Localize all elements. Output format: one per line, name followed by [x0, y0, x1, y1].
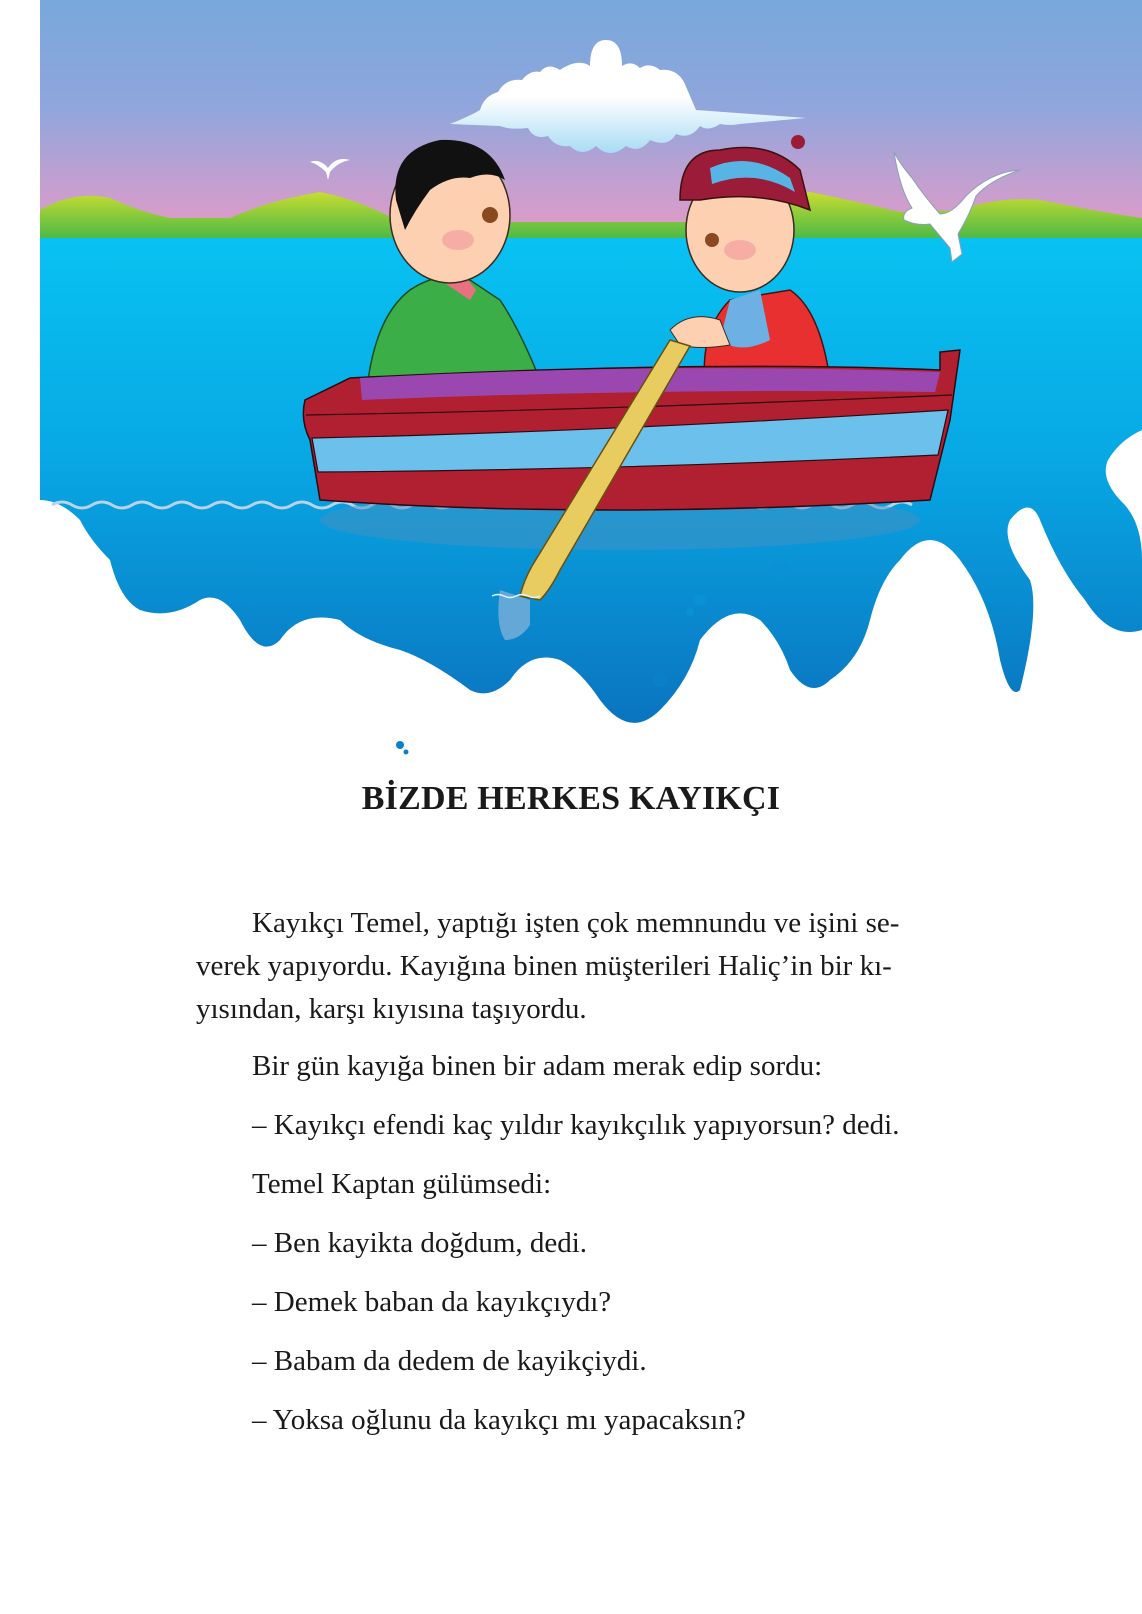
intro-line: yısından, karşı kıyısına taşıyordu. [196, 993, 587, 1025]
intro-line: Kayıkçı Temel, yaptığı işten çok memnundu ve işini se- [252, 907, 900, 939]
dialogue-line: – Kayıkçı efendi kaç yıldır kayıkçılık yapıyorsun? dedi. [252, 1109, 900, 1141]
story-illustration [0, 0, 1142, 760]
narration-smile: Temel Kaptan gülümsedi: [252, 1168, 552, 1200]
intro-line: verek yapıyordu. Kayığına binen müşterileri Haliç’in bir kı- [196, 950, 892, 982]
story-title: BİZDE HERKES KAYIKÇI [361, 780, 781, 817]
dialogue-line: – Ben kayikta doğdum, dedi. [252, 1227, 588, 1259]
dialogue-line: – Babam da dedem de kayikçiydi. [252, 1345, 647, 1377]
dialogue-line: – Yoksa oğlunu da kayıkçı mı yapacaksın? [252, 1404, 746, 1436]
dialogue-line: – Demek baban da kayıkçıydı? [252, 1286, 612, 1318]
intro-paragraph [196, 902, 966, 1031]
story-body [196, 902, 966, 1442]
narration-question-intro: Bir gün kayığa binen bir adam merak edip sordu: [252, 1050, 823, 1082]
